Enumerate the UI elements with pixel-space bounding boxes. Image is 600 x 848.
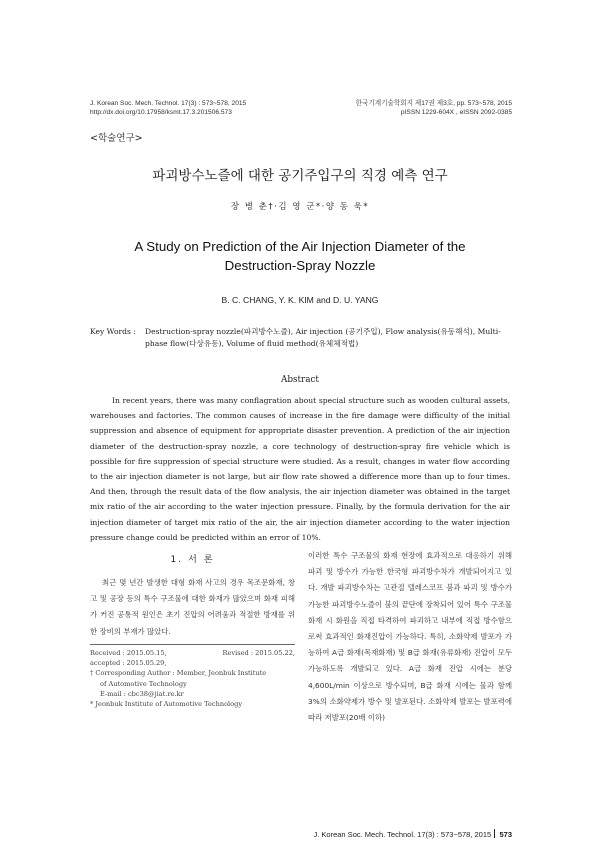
corresponding-author-line1: † Corresponding Author : Member, Jeonbuk Institute <box>90 669 267 678</box>
affiliation-footnote: * Jeonbuk Institute of Automotive Technology <box>90 700 243 708</box>
accepted-date: accepted : 2015.05.29, <box>90 659 167 668</box>
paper-title-english-line1: A Study on Prediction of the Air Injection Diameter of the <box>134 239 466 254</box>
paper-title-english-line2: Destruction-Spray Nozzle <box>224 258 376 273</box>
paper-title-korean: 파괴방수노즐에 대한 공기주입구의 직경 예측 연구 <box>152 168 448 184</box>
keywords-label: Key Words : <box>90 327 136 336</box>
journal-header-right <box>356 99 512 117</box>
article-type-tag: <학술연구> <box>90 133 143 144</box>
authors-english: B. C. CHANG, Y. K. KIM and D. U. YANG <box>221 295 379 305</box>
journal-citation: J. Korean Soc. Mech. Technol. 17(3) : 573~578, 2015 <box>90 100 247 107</box>
revised-date: Revised : 2015.05.22, <box>222 649 295 657</box>
corresponding-author-line2: of Automotive Technology <box>100 679 187 688</box>
footnotes <box>90 648 295 709</box>
doi-link[interactable]: http://dx.doi.org/10.17958/ksmt.17.3.201506.573 <box>90 109 232 116</box>
page-number: 573 <box>499 830 512 839</box>
section-heading-introduction: 1. 서 론 <box>170 554 215 565</box>
intro-paragraph-left: 최근 몇 년간 발생한 대형 화재 사고의 경우 목조문화재, 창고 및 공장 등의 특수 구조물에 대한 화재가 많았으며 화재 피해가 커진 공통적 원인은 초기 진압의 어려움과 적절한 방재를 위한 장비의 부재가 많았다. <box>90 578 295 636</box>
keywords-text: Destruction-spray nozzle(파괴방수노즐), Air injection (공기주입), Flow analysis(유동해석), Multi-phase flow(다상유동), Volume of fluid method(유체체적법) <box>145 327 501 348</box>
footnote-divider <box>90 644 295 645</box>
journal-header-left <box>90 99 246 117</box>
intro-paragraph-right: 이러한 특수 구조물의 화재 현장에 효과적으로 대응하기 위해 파괴 및 방수가 가능한 한국형 파괴방수차가 개발되어지고 있다. 개발 파괴방수차는 고관절 텔레스코프 붐과 파괴 및 방수가 가능한 파괴방수노즐이 붐의 끝단에 장착되어 있어 특수 구조물 화재 시 화원을 직접 타격하여 파괴하고 내부에 직접 방수함으로써 효과적인 화재진압이 가능하다. 특히, 소화약제 발포가 가능하여 A급 화재(목재화재) 및 B급 화재(유류화재) 진압이 모두 가능하도록 개발되고 있다. A급 화재 진압 시에는 분당 4,600L/min 이상으로 방수되며, B급 화재 시에는 물과 함께 3%의 소화약제가 방수 및 발포된다. 소화약제 발포는 발포력에 따라 저발포(20배 이하) <box>308 551 512 723</box>
issn-line: pISSN 1229-604X , eISSN 2092-0385 <box>400 109 512 116</box>
footer-citation: J. Korean Soc. Mech. Technol. 17(3) : 573~578, 2015 <box>313 830 492 839</box>
paper-title-english <box>0 237 600 275</box>
authors-korean: 장 병 춘†·김 영 군*·양 동 욱* <box>230 202 370 212</box>
abstract-heading: Abstract <box>281 375 319 385</box>
received-date: Received : 2015.05.15, <box>90 649 167 657</box>
author-email[interactable]: E-mail : cbc38@jiat.re.kr <box>100 689 184 698</box>
journal-citation-ko: 한국기계기술학회지 제17권 제3호, pp. 573~578, 2015 <box>355 100 512 107</box>
abstract-body: In recent years, there was many conflagration about special structure such as wooden cultural assets, warehouses and factories. The common causes of increase in the fire damage were difficulty of the initial suppression and absence of equipment for appropriate disaster prevention. A prediction of the air injection diameter of the destruction-spray nozzle, a core technology of destruction-spray fire vehicle which is possible for fire suppression of special structure were studied. As a result, changes in water flow according to the air injection diameter is not large, but air flow rate showed a difference more than up to four times. And then, through the result data of the flow analysis, the air injection diameter was obtained in the target mix ratio of the air according to the water injection pressure. Finally, by the formula derivation for the air injection diameter of target mix ratio of the air, the air injection diameter according to the water injection pressure change could be predicted within an error of 10%. <box>90 396 510 542</box>
footer-separator <box>494 829 495 838</box>
page-footer <box>314 829 513 839</box>
